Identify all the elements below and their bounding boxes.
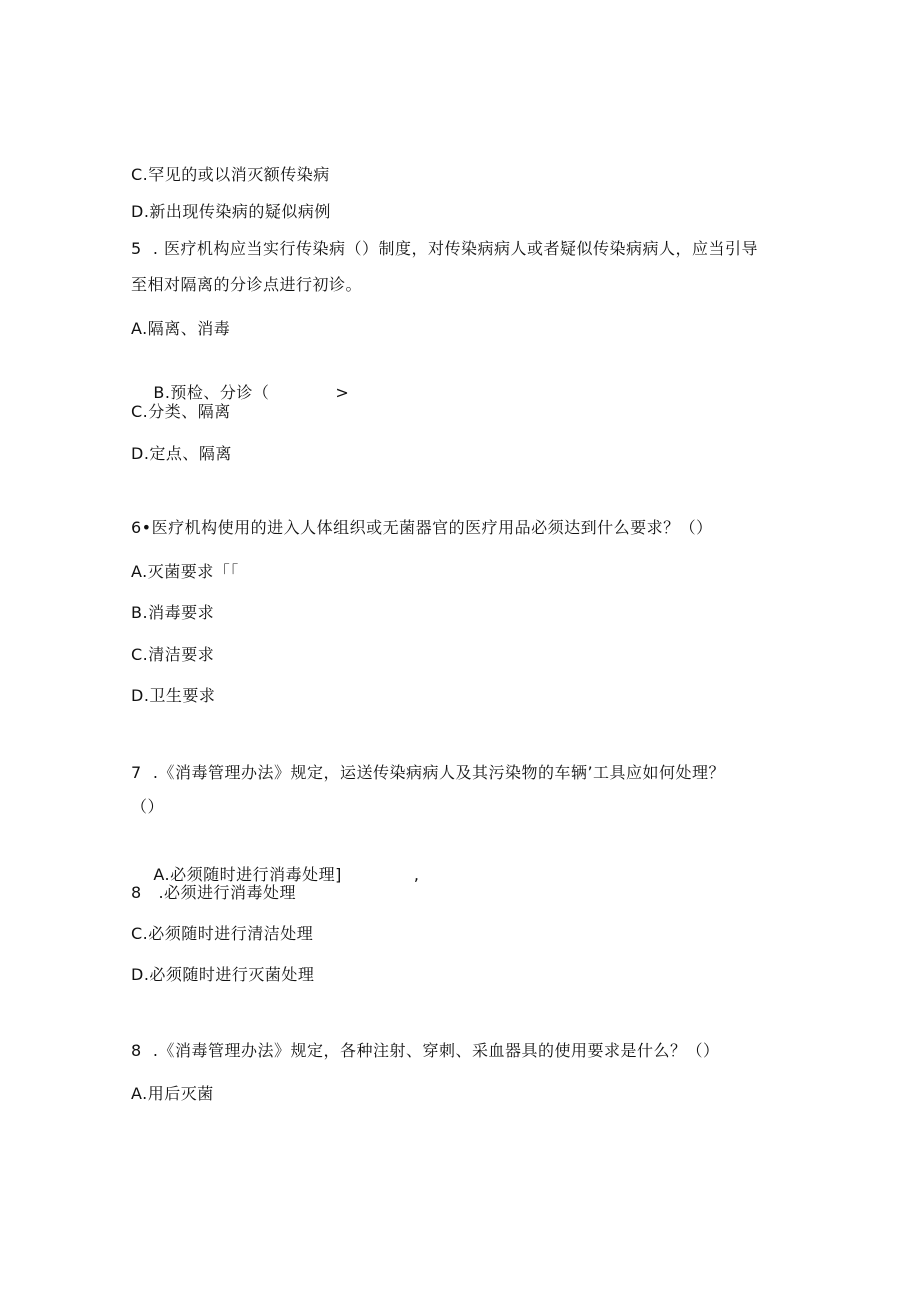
q6-option-b: B.消毒要求 <box>131 603 215 622</box>
q5-option-b-text: B.预检、分诊（ <box>153 383 270 402</box>
q7-option-a-tail: , <box>413 865 420 884</box>
q6-option-d: D.卫生要求 <box>131 686 216 705</box>
q7-stem-line-1: 7 .《消毒管理办法》规定，运送传染病病人及其污染物的车辆’工具应如何处理？ <box>131 763 726 782</box>
q5-option-a: A.隔离、消毒 <box>131 319 231 338</box>
q7-option-c: C.必须随时进行清洁处理 <box>131 924 314 943</box>
q7-option-b: 8 .必须进行消毒处理 <box>131 883 297 902</box>
q5-option-b-tail: > <box>335 383 350 402</box>
q7-option-a-text: A.必须随时进行消毒处理] <box>153 865 342 884</box>
q8-stem: 8 .《消毒管理办法》规定，各种注射、穿刺、采血器具的使用要求是什么？（） <box>131 1041 720 1060</box>
q7-option-d: D.必须随时进行灭菌处理 <box>131 965 315 984</box>
q5-option-d: D.定点、隔离 <box>131 444 232 463</box>
q6-option-c: C.清洁要求 <box>131 645 215 664</box>
q6-option-a: A.灭菌要求「「 <box>131 562 239 581</box>
q5-stem-line-1: 5 . 医疗机构应当实行传染病（）制度，对传染病病人或者疑似传染病病人，应当引导 <box>131 239 759 258</box>
q7-stem-line-2: （） <box>131 797 165 816</box>
q4-option-d: D.新出现传染病的疑似病例 <box>131 202 331 221</box>
q6-stem: 6•医疗机构使用的进入人体组织或无菌器官的医疗用品必须达到什么要求？（） <box>131 518 713 537</box>
q5-option-c: C.分类、隔离 <box>131 402 231 421</box>
q8-option-a: A.用后灭菌 <box>131 1084 214 1103</box>
q4-option-c: C.罕见的或以消灭额传染病 <box>131 165 330 184</box>
q5-stem-line-2: 至相对隔离的分诊点进行初诊。 <box>131 275 363 294</box>
